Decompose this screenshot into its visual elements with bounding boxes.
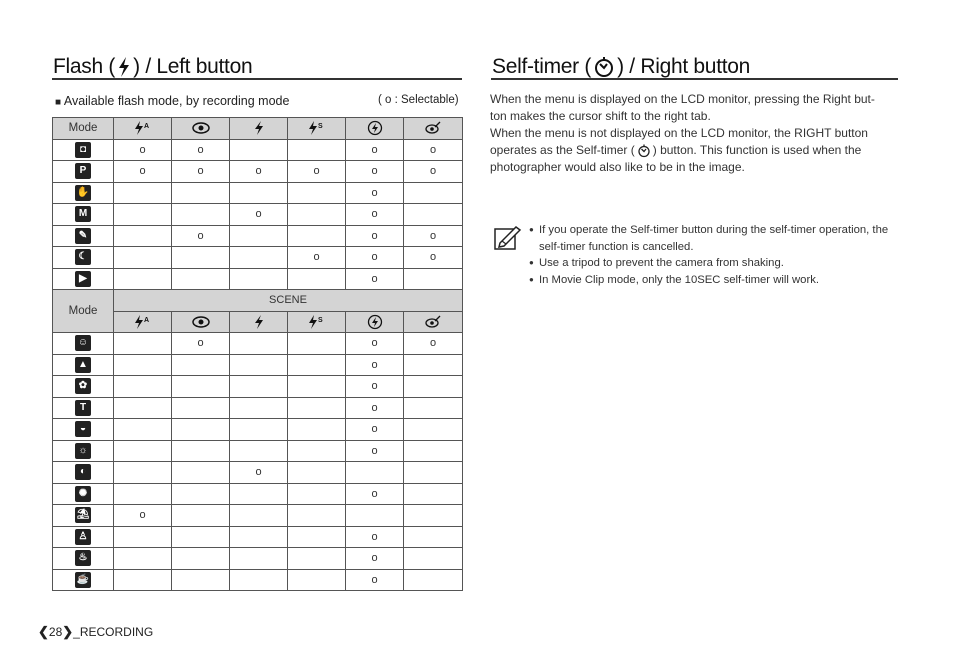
table-cell <box>230 548 288 570</box>
portrait-scene-icon: ☺ <box>75 335 91 351</box>
selectable-note: ( o : Selectable) <box>378 94 459 106</box>
table-cell <box>230 182 288 204</box>
table-cell <box>172 505 230 527</box>
table-cell <box>288 462 346 484</box>
self-timer-description <box>490 91 900 176</box>
note-item-3: ● In Movie Clip mode, only the 10SEC self-timer will work. <box>529 272 904 289</box>
table-cell: o <box>346 376 404 398</box>
mode-cell <box>53 397 114 419</box>
mode-cell <box>53 505 114 527</box>
table-row <box>53 440 463 462</box>
table-cell <box>172 376 230 398</box>
mode-cell <box>53 462 114 484</box>
table-cell <box>288 204 346 226</box>
svg-text:S: S <box>317 123 323 131</box>
fill-in-flash-icon <box>253 314 265 330</box>
table-cell <box>114 354 172 376</box>
table-cell <box>404 462 463 484</box>
table-cell <box>288 505 346 527</box>
svg-text:S: S <box>317 316 323 324</box>
table-cell <box>172 247 230 269</box>
para-line-3: When the menu is not displayed on the LCD monitor, the RIGHT button <box>490 126 868 140</box>
mode-cell <box>53 419 114 441</box>
mode-cell <box>53 139 114 161</box>
table-cell: o <box>288 161 346 183</box>
mode-cell <box>53 333 114 355</box>
mode-cell <box>53 569 114 591</box>
scene-mode-header: Mode <box>53 290 114 333</box>
table-row <box>53 161 463 183</box>
slow-sync-icon <box>308 120 326 136</box>
self-timer-title <box>492 55 750 79</box>
table-cell: o <box>346 419 404 441</box>
fill-in-flash-icon <box>253 120 265 136</box>
para-line-1: When the menu is displayed on the LCD monitor, pressing the Right but- <box>490 92 875 106</box>
table-cell <box>114 526 172 548</box>
table-cell <box>288 333 346 355</box>
table-cell <box>230 397 288 419</box>
chevron-right-icon: ❯ <box>62 624 74 639</box>
table-cell: o <box>346 225 404 247</box>
table-cell <box>288 548 346 570</box>
table-header-row <box>53 118 463 140</box>
self-timer-title-suffix: ) / Right button <box>617 55 751 78</box>
red-eye-fix-icon <box>424 121 442 135</box>
table-cell <box>230 225 288 247</box>
table-cell <box>172 182 230 204</box>
table-cell: o <box>346 548 404 570</box>
landscape-icon: ▲ <box>75 357 91 373</box>
flash-icon <box>117 56 131 78</box>
table-cell <box>230 139 288 161</box>
table-cell: o <box>346 268 404 290</box>
table-row <box>53 268 463 290</box>
red-eye-icon <box>191 315 211 329</box>
table-cell <box>114 268 172 290</box>
flash-off-icon <box>367 314 383 330</box>
flash-auto-icon <box>134 120 152 136</box>
notes-list <box>529 222 904 288</box>
table-cell <box>404 569 463 591</box>
table-cell <box>230 440 288 462</box>
text-icon: T <box>75 400 91 416</box>
table-cell <box>114 247 172 269</box>
mode-cell <box>53 548 114 570</box>
para-line-4b: ) button. This function is used when the <box>652 143 862 157</box>
table-cell <box>114 397 172 419</box>
table-cell <box>172 268 230 290</box>
table-cell <box>230 483 288 505</box>
table-row <box>53 139 463 161</box>
photo-help-icon: ✎ <box>75 228 91 244</box>
table-cell <box>172 462 230 484</box>
table-cell <box>404 440 463 462</box>
red-eye-fix-header <box>404 118 463 140</box>
table-row <box>53 569 463 591</box>
table-cell <box>114 204 172 226</box>
table-cell <box>404 204 463 226</box>
table-cell: o <box>404 225 463 247</box>
table-cell <box>172 569 230 591</box>
table-cell: o <box>172 139 230 161</box>
table-cell: o <box>404 247 463 269</box>
table-cell <box>230 569 288 591</box>
table-row <box>53 419 463 441</box>
table-cell <box>288 268 346 290</box>
red-eye-fix-header-2 <box>404 311 463 333</box>
table-cell: o <box>346 483 404 505</box>
table-cell: o <box>346 182 404 204</box>
mode-cell <box>53 376 114 398</box>
para-line-2: ton makes the cursor shift to the right tab. <box>490 109 711 123</box>
table-cell <box>230 268 288 290</box>
table-cell: o <box>346 161 404 183</box>
table-row <box>53 333 463 355</box>
table-row <box>53 548 463 570</box>
scene-label: SCENE <box>114 290 463 312</box>
chevron-left-icon: ❮ <box>38 624 49 639</box>
dawn-icon: ☼ <box>75 443 91 459</box>
table-cell <box>230 333 288 355</box>
table-cell <box>230 419 288 441</box>
table-cell <box>404 419 463 441</box>
table-cell <box>172 526 230 548</box>
slow-sync-icon <box>308 314 326 330</box>
table-cell <box>288 225 346 247</box>
mode-cell <box>53 182 114 204</box>
mode-cell <box>53 225 114 247</box>
mode-cell <box>53 268 114 290</box>
table-row <box>53 397 463 419</box>
flash-caption <box>55 94 289 108</box>
para-line-4a: operates as the Self-timer ( <box>490 143 635 157</box>
table-row <box>53 247 463 269</box>
table-row <box>53 505 463 527</box>
table-row <box>53 225 463 247</box>
table-cell: o <box>114 161 172 183</box>
flash-title-suffix: ) / Left button <box>133 55 253 78</box>
mode-cell <box>53 440 114 462</box>
table-cell <box>114 419 172 441</box>
table-cell <box>404 182 463 204</box>
scene-header-row <box>53 290 463 312</box>
table-cell <box>288 569 346 591</box>
table-cell <box>404 548 463 570</box>
table-cell <box>172 397 230 419</box>
table-cell: o <box>404 333 463 355</box>
table-cell <box>404 376 463 398</box>
table-row <box>53 182 463 204</box>
caption-text: Available flash mode, by recording mode <box>63 94 290 108</box>
beach-snow-icon: ⛱ <box>75 507 91 523</box>
table-cell <box>230 526 288 548</box>
table-cell <box>172 440 230 462</box>
section-label: _RECORDING <box>73 625 154 639</box>
table-cell <box>114 440 172 462</box>
table-cell <box>172 419 230 441</box>
mode-cell <box>53 483 114 505</box>
flash-auto-icon <box>134 314 152 330</box>
table-cell <box>288 419 346 441</box>
table-cell: o <box>346 139 404 161</box>
table-cell <box>114 462 172 484</box>
para-line-5: photographer would also like to be in the image. <box>490 160 745 174</box>
svg-text:A: A <box>143 123 149 131</box>
scene-icons-row <box>53 311 463 333</box>
table-cell <box>404 505 463 527</box>
fill-in-header-2 <box>230 311 288 333</box>
mode-header: Mode <box>53 118 114 140</box>
table-cell <box>288 139 346 161</box>
table-cell <box>288 182 346 204</box>
self-timer-inline-icon <box>637 144 651 158</box>
mode-cell <box>53 247 114 269</box>
flash-title-rule <box>52 78 462 80</box>
program-icon: P <box>75 163 91 179</box>
note-icon <box>494 225 522 256</box>
caption-bullet: ■ <box>55 97 62 108</box>
mode-cell <box>53 161 114 183</box>
table-cell <box>288 440 346 462</box>
manual-icon: M <box>75 206 91 222</box>
table-cell <box>230 376 288 398</box>
table-cell <box>114 569 172 591</box>
table-cell: o <box>404 139 463 161</box>
table-row <box>53 376 463 398</box>
table-cell: o <box>346 204 404 226</box>
red-eye-fix-icon <box>424 315 442 329</box>
table-cell <box>172 354 230 376</box>
table-cell <box>114 333 172 355</box>
table-row <box>53 462 463 484</box>
cafe-icon: ☕ <box>75 572 91 588</box>
flash-auto-header <box>114 118 172 140</box>
close-up-icon: ✿ <box>75 378 91 394</box>
table-cell <box>404 526 463 548</box>
table-cell: o <box>114 505 172 527</box>
red-eye-icon <box>191 121 211 135</box>
svg-text:A: A <box>143 316 149 324</box>
table-cell: o <box>172 333 230 355</box>
table-cell: o <box>172 161 230 183</box>
red-eye-header-2 <box>172 311 230 333</box>
table-cell: o <box>230 204 288 226</box>
para-line-4 <box>490 142 900 159</box>
note-1-line-2: self-timer function is cancelled. <box>539 240 694 253</box>
table-cell <box>404 354 463 376</box>
flash-auto-header-2 <box>114 311 172 333</box>
table-cell: o <box>346 333 404 355</box>
table-cell: o <box>230 462 288 484</box>
table-cell <box>114 182 172 204</box>
table-row <box>53 204 463 226</box>
page-number: 28 <box>48 625 63 639</box>
table-cell: o <box>172 225 230 247</box>
table-cell <box>288 483 346 505</box>
night-icon: ☾ <box>75 249 91 265</box>
fill-in-header <box>230 118 288 140</box>
note-item-2: ● Use a tripod to prevent the camera from shaking. <box>529 255 904 272</box>
slow-sync-header-2 <box>288 311 346 333</box>
table-cell <box>114 548 172 570</box>
page-footer <box>38 624 153 640</box>
table-cell <box>172 483 230 505</box>
table-row <box>53 526 463 548</box>
flash-title <box>53 55 252 79</box>
table-cell <box>230 505 288 527</box>
camera-auto-icon: ◘ <box>75 142 91 158</box>
table-cell: o <box>288 247 346 269</box>
table-cell <box>288 397 346 419</box>
self-shot-icon: ♙ <box>75 529 91 545</box>
table-cell <box>346 462 404 484</box>
table-cell <box>288 354 346 376</box>
food-icon: ♨ <box>75 550 91 566</box>
table-cell: o <box>346 397 404 419</box>
note-item-1 <box>529 222 904 255</box>
table-cell: o <box>230 161 288 183</box>
table-cell <box>288 376 346 398</box>
flash-off-icon <box>367 120 383 136</box>
table-cell <box>114 225 172 247</box>
flash-off-header-2 <box>346 311 404 333</box>
dual-is-icon: ✋ <box>75 185 91 201</box>
table-cell <box>114 483 172 505</box>
table-cell: o <box>346 354 404 376</box>
backlight-icon: ◐ <box>75 464 91 480</box>
red-eye-header <box>172 118 230 140</box>
table-cell <box>288 526 346 548</box>
table-cell: o <box>346 440 404 462</box>
table-cell <box>230 247 288 269</box>
note-1-line-1: If you operate the Self-timer button during the self-timer operation, the <box>539 224 889 236</box>
table-cell: o <box>346 247 404 269</box>
self-timer-icon <box>593 56 615 78</box>
mode-cell <box>53 526 114 548</box>
movie-icon: ▶ <box>75 271 91 287</box>
flash-mode-table <box>52 117 463 591</box>
table-cell: o <box>404 161 463 183</box>
table-row <box>53 354 463 376</box>
sunset-icon: ◒ <box>75 421 91 437</box>
table-cell <box>230 354 288 376</box>
fireworks-icon: ✺ <box>75 486 91 502</box>
mode-cell <box>53 354 114 376</box>
mode-cell <box>53 204 114 226</box>
table-cell <box>404 397 463 419</box>
table-cell <box>172 204 230 226</box>
table-cell <box>404 483 463 505</box>
table-cell <box>346 505 404 527</box>
slow-sync-header <box>288 118 346 140</box>
self-timer-title-prefix: Self-timer ( <box>492 55 592 78</box>
table-cell: o <box>346 569 404 591</box>
table-cell: o <box>346 526 404 548</box>
table-cell <box>404 268 463 290</box>
table-cell <box>172 548 230 570</box>
flash-off-header <box>346 118 404 140</box>
flash-title-prefix: Flash ( <box>53 55 116 78</box>
table-cell <box>114 376 172 398</box>
table-cell: o <box>114 139 172 161</box>
self-timer-title-rule <box>491 78 898 80</box>
table-row <box>53 483 463 505</box>
